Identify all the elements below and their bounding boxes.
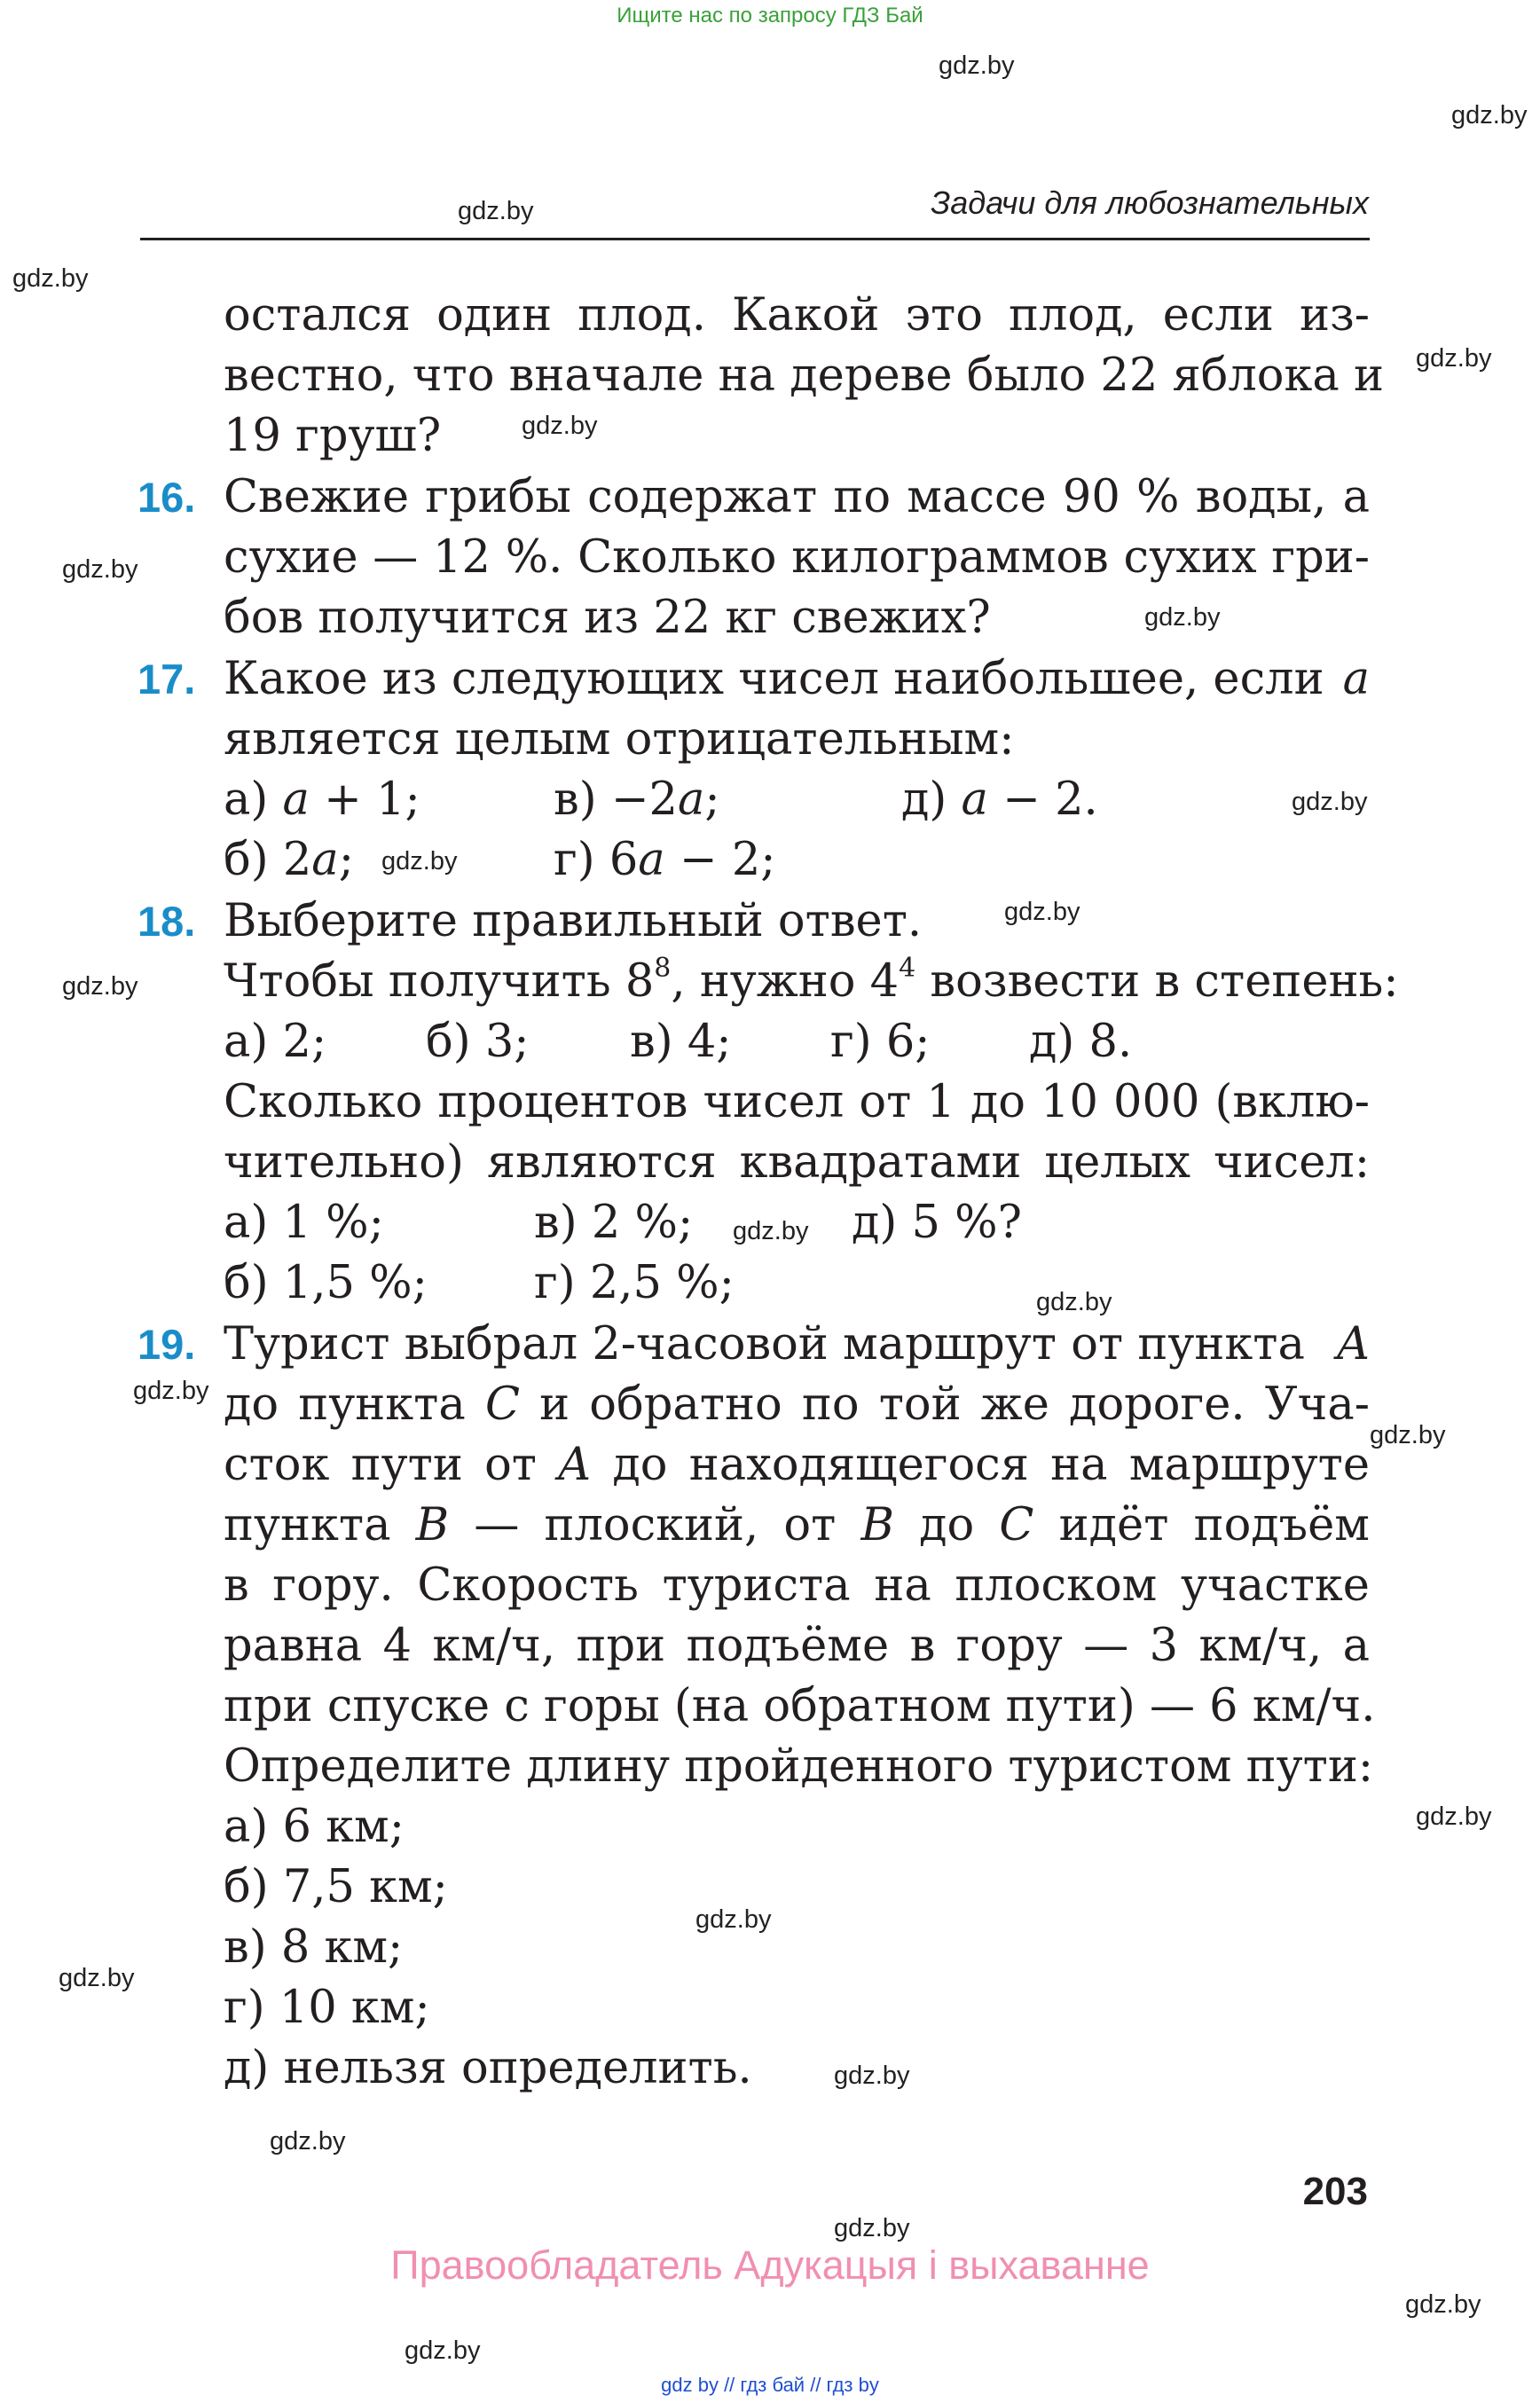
text-line: сухие — 12 %. Сколько килограммов сухих гри- — [224, 531, 1370, 584]
page-number: 203 — [1302, 2170, 1368, 2213]
point-label: A — [1337, 1318, 1370, 1370]
watermark: gdz.by — [381, 847, 458, 876]
point-label: A — [558, 1439, 592, 1491]
option-b: б) 3; — [426, 1016, 530, 1068]
text-line: вестно, что вначале на дереве было 22 яблока и — [224, 349, 1384, 402]
watermark: gdz.by — [1144, 603, 1221, 632]
option-d: д) a − 2. — [901, 774, 1098, 826]
text-segment: Какое из следующих чисел наибольшее, если — [224, 653, 1324, 705]
option-v: в) 2 %; — [534, 1197, 694, 1249]
copyright-notice: Правообладатель Адукацыя і выхаванне — [390, 2242, 1150, 2288]
point-label: C — [484, 1378, 520, 1431]
text-line: Выберите правильный ответ. — [224, 895, 923, 947]
text-line: Определите длину пройденного туристом пути: — [224, 1740, 1374, 1793]
option-b: б) 7,5 км; — [224, 1861, 448, 1913]
text-line: пункта B — плоский, от B до C идёт подъём — [224, 1499, 1370, 1551]
option-v: в) 4; — [630, 1016, 732, 1068]
watermark: gdz.by — [458, 197, 534, 225]
text-line: сток пути от A до находящегося на маршруте — [224, 1439, 1371, 1491]
problem-number-19: 19. — [138, 1321, 196, 1368]
variable-a: a — [1342, 653, 1370, 705]
option-v: в) −2a; — [554, 774, 720, 826]
header-divider — [140, 238, 1370, 240]
problem-number-17: 17. — [138, 656, 196, 703]
option-b: б) 1,5 %; — [224, 1257, 428, 1309]
watermark: gdz.by — [1416, 344, 1492, 373]
text-line: Чтобы получить $8^8$, нужно $4^4$ возвести в степень: — [224, 953, 1399, 1008]
text-line: до пункта C и обратно по той же дороге. Уча- — [224, 1378, 1370, 1431]
point-label: C — [999, 1499, 1034, 1551]
option-g: г) 10 км; — [224, 1982, 430, 2034]
problem-number-18: 18. — [138, 898, 196, 945]
footer-links[interactable]: gdz by // гдз бай // гдз by — [661, 2374, 879, 2396]
option-a: а) 2; — [224, 1016, 327, 1068]
text-line: остался один плод. Какой это плод, если из- — [224, 289, 1370, 342]
text-line: равна 4 км/ч, при подъёме в гору — 3 км/ч, а — [224, 1620, 1370, 1672]
text-line: 19 груш? — [224, 410, 442, 462]
watermark: gdz.by — [1370, 1421, 1446, 1449]
watermark: gdz.by — [522, 412, 598, 440]
text-line: Турист выбрал 2-часовой маршрут от пункта A — [224, 1318, 1370, 1370]
top-banner[interactable]: Ищите нас по запросу ГДЗ Бай — [617, 4, 923, 27]
watermark: gdz.by — [834, 2214, 910, 2242]
watermark: gdz.by — [405, 2336, 481, 2365]
watermark: gdz.by — [62, 555, 138, 584]
watermark: gdz.by — [1405, 2290, 1481, 2319]
text-line: при спуске с горы (на обратном пути) — 6 км/ч. — [224, 1680, 1376, 1732]
watermark: gdz.by — [834, 2061, 910, 2090]
text-line: Сколько процентов чисел от 1 до 10 000 (вклю- — [224, 1076, 1370, 1128]
watermark: gdz.by — [939, 51, 1015, 80]
text-line: является целым отрицательным: — [224, 713, 1015, 766]
watermark: gdz.by — [133, 1377, 209, 1405]
option-v: в) 8 км; — [224, 1921, 404, 1974]
running-header-title: Задачи для любознательных — [931, 185, 1369, 221]
watermark: gdz.by — [270, 2127, 346, 2156]
option-b: б) 2a; — [224, 834, 354, 886]
option-a: а) 1 %; — [224, 1197, 384, 1249]
option-a: а) 6 км; — [224, 1801, 405, 1853]
text-line: чительно) являются квадратами целых чисел: — [224, 1136, 1370, 1189]
problem-number-16: 16. — [138, 474, 196, 521]
point-label: B — [860, 1499, 894, 1551]
point-label: B — [415, 1499, 450, 1551]
option-d: д) нельзя определить. — [224, 2042, 752, 2094]
watermark: gdz.by — [1036, 1288, 1112, 1316]
watermark: gdz.by — [1416, 1802, 1492, 1831]
watermark: gdz.by — [733, 1217, 809, 1245]
text-line — [224, 653, 1370, 706]
text-line: в гору. Скорость туриста на плоском участке — [224, 1559, 1370, 1612]
text-line: бов получится из 22 кг свежих? — [224, 592, 991, 644]
exponent: 4 — [899, 953, 916, 984]
watermark: gdz.by — [1451, 101, 1528, 130]
option-g: г) 6; — [830, 1016, 931, 1068]
exponent: 8 — [654, 953, 672, 984]
option-g: г) 6a − 2; — [554, 834, 776, 886]
watermark: gdz.by — [62, 972, 138, 1001]
option-g: г) 2,5 %; — [534, 1257, 735, 1309]
option-d: д) 8. — [1029, 1016, 1133, 1068]
text-line: Свежие грибы содержат по массе 90 % воды, а — [224, 471, 1370, 523]
option-d: д) 5 %? — [852, 1197, 1022, 1249]
watermark: gdz.by — [1292, 788, 1368, 816]
watermark: gdz.by — [12, 264, 89, 293]
watermark: gdz.by — [695, 1905, 772, 1934]
option-a: а) a + 1; — [224, 774, 420, 826]
watermark: gdz.by — [59, 1964, 135, 1992]
watermark: gdz.by — [1004, 898, 1080, 926]
